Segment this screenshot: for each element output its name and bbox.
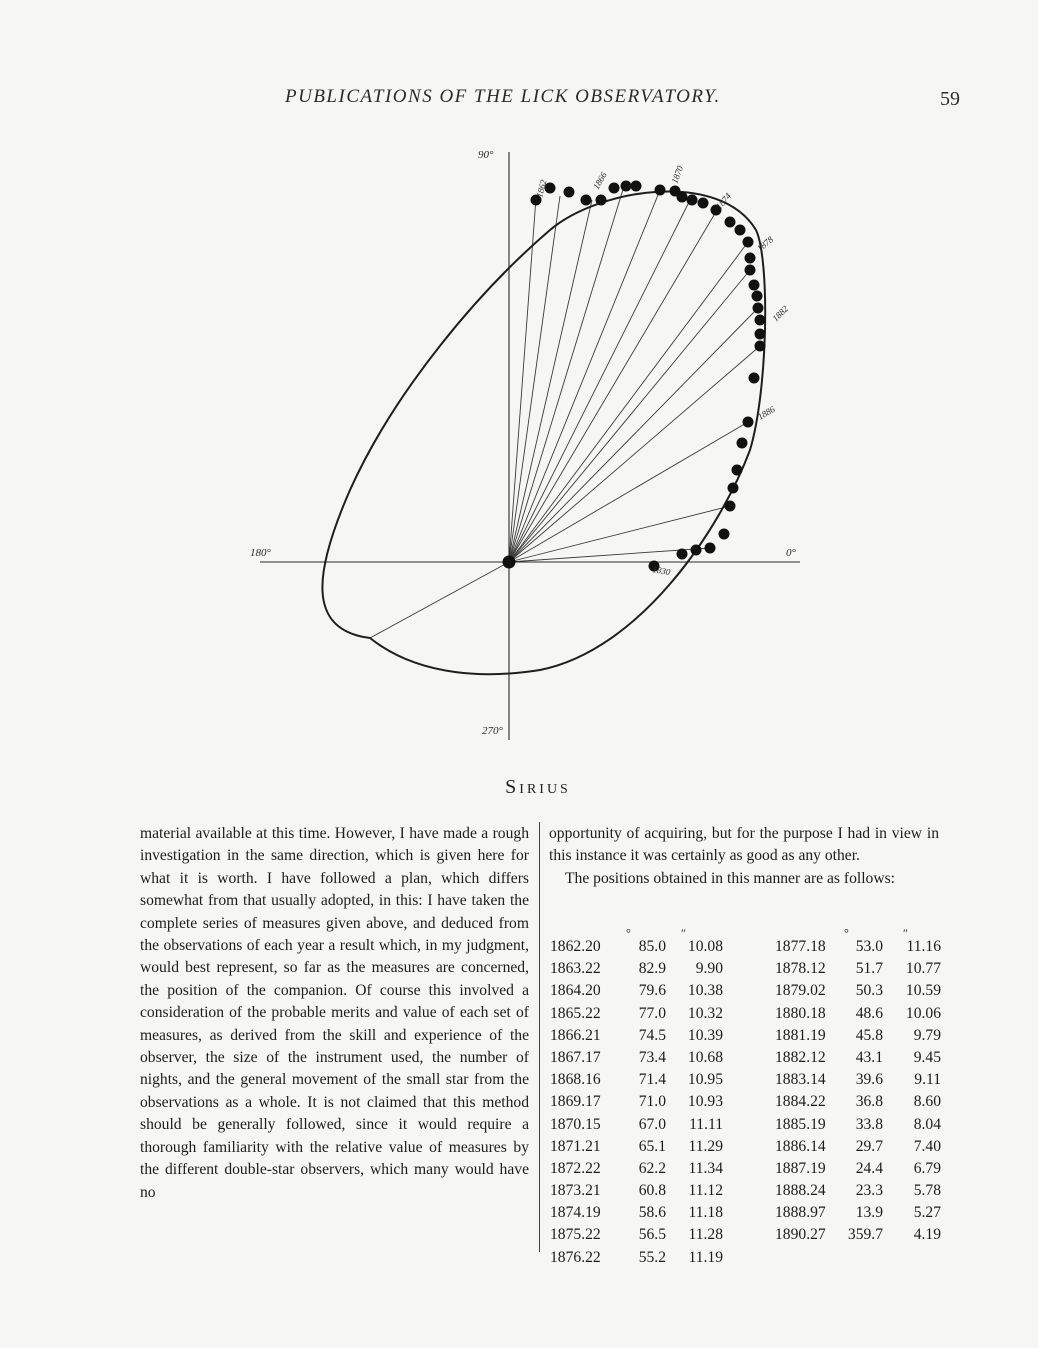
distance-cell: 6.79 — [913, 1159, 941, 1177]
position-angle-cell: 77.0 — [638, 1004, 666, 1022]
table-row — [775, 1136, 965, 1158]
position-angle-cell: 62.2 — [638, 1159, 666, 1177]
position-dot — [719, 529, 730, 540]
position-dot — [631, 181, 642, 192]
epoch-cell: 1870.15 — [550, 1115, 601, 1133]
table-row — [775, 1114, 965, 1136]
table-row — [550, 958, 750, 980]
paragraph-opportunity: opportunity of acquiring, but for the purpose I had in view in this instance it was certainly as good as any other. — [549, 825, 939, 865]
position-angle-cell: 71.0 — [638, 1093, 666, 1111]
epoch-cell: 1879.02 — [775, 982, 826, 1000]
position-dot — [677, 549, 688, 560]
distance-cell: 10.68 — [687, 1048, 723, 1066]
distance-cell: 11.12 — [688, 1182, 723, 1200]
radius-line — [370, 562, 509, 638]
distance-cell: 9.90 — [695, 960, 723, 978]
distance-cell: 9.79 — [913, 1026, 941, 1044]
position-angle-cell: 48.6 — [855, 1004, 883, 1022]
unit-degree-left: ° — [626, 926, 631, 940]
radius-line — [509, 186, 624, 562]
position-angle-cell: 74.5 — [638, 1026, 666, 1044]
distance-cell: 10.39 — [687, 1026, 723, 1044]
position-dot — [752, 291, 763, 302]
distance-cell: 4.19 — [913, 1226, 941, 1244]
radius-line — [509, 270, 750, 562]
position-angle-cell: 13.9 — [855, 1204, 883, 1222]
left-column-text: material available at this time. However, I have made a rough investigation in the same direction, which is given here for what it is worth. I have followed a plan, which differs somewhat from that usually adopted, in this: I have taken the complete series of measures given above, and deduced from the observations of each year a result which, in my judgment, would best represent, so far as the measures are concerned, the position of the companion. Of course this involved a consideration of the probable merits and value of each set of measures, as derived from the skill and experience of the observer, the size of the instrument used, the number of nights, and the general movement of the small star from the observations as a whole. It is not claimed that this method should be generally followed, since it would require a thorough familiarity with the relative value of measures by the different double-star observers, which many would have no — [140, 825, 529, 1201]
paragraph-positions: The positions obtained in this manner are as follows: — [565, 869, 896, 887]
radius-line — [509, 200, 690, 562]
position-dot — [728, 483, 739, 494]
position-angle-cell: 79.6 — [638, 982, 666, 1000]
unit-second-right: ″ — [903, 926, 908, 940]
table-row — [550, 1158, 750, 1180]
position-angle-cell: 36.8 — [855, 1093, 883, 1111]
position-dot — [755, 341, 766, 352]
position-dot — [732, 465, 743, 476]
table-row — [550, 1047, 750, 1069]
table-row — [775, 1202, 965, 1224]
epoch-cell: 1882.12 — [775, 1048, 826, 1066]
angle-label-0: 0° — [786, 547, 796, 559]
epoch-cell: 1864.20 — [550, 982, 601, 1000]
figure-caption: Sirius — [505, 776, 571, 798]
distance-cell: 11.18 — [688, 1204, 723, 1222]
table-row — [550, 936, 750, 958]
table-row — [775, 1224, 965, 1246]
position-angle-cell: 51.7 — [855, 960, 883, 978]
table-row — [775, 1091, 965, 1113]
epoch-cell: 1868.16 — [550, 1071, 601, 1089]
position-angle-cell: 73.4 — [638, 1048, 666, 1066]
table-row — [775, 1047, 965, 1069]
epoch-cell: 1890.27 — [775, 1226, 826, 1244]
epoch-cell: 1867.17 — [550, 1048, 601, 1066]
position-angle-cell: 29.7 — [855, 1137, 883, 1155]
position-dot — [621, 181, 632, 192]
position-dot — [691, 545, 702, 556]
positions-table-left — [550, 936, 750, 1269]
table-row — [775, 958, 965, 980]
page-number: 59 — [940, 88, 960, 110]
distance-cell: 5.27 — [913, 1204, 941, 1222]
year-label-1866: 1866 — [591, 170, 609, 191]
epoch-cell: 1874.19 — [550, 1204, 601, 1222]
column-divider — [539, 822, 540, 1252]
radius-line — [509, 196, 560, 562]
position-dot — [745, 265, 756, 276]
distance-cell: 10.32 — [687, 1004, 723, 1022]
table-row — [550, 1180, 750, 1202]
epoch-cell: 1880.18 — [775, 1004, 826, 1022]
angle-label-90: 90° — [478, 149, 494, 161]
position-dot — [698, 198, 709, 209]
epoch-cell: 1881.19 — [775, 1026, 826, 1044]
table-row — [550, 1136, 750, 1158]
position-dot — [564, 187, 575, 198]
distance-cell: 10.38 — [687, 982, 723, 1000]
epoch-cell: 1866.21 — [550, 1026, 601, 1044]
epoch-cell: 1876.22 — [550, 1248, 601, 1266]
epoch-cell: 1862.20 — [550, 938, 601, 955]
epoch-cell: 1873.21 — [550, 1182, 601, 1200]
position-dot — [596, 195, 607, 206]
position-angle-cell: 60.8 — [638, 1182, 666, 1200]
radius-line — [509, 422, 748, 562]
year-label-1882: 1882 — [770, 303, 791, 324]
position-angle-cell: 39.6 — [855, 1071, 883, 1089]
table-row — [550, 980, 750, 1002]
positions-table-right — [775, 936, 965, 1247]
distance-cell: 10.06 — [905, 1004, 941, 1022]
year-label-1862: 1862 — [534, 178, 549, 199]
unit-second-left: ″ — [681, 926, 686, 940]
epoch-cell: 1883.14 — [775, 1071, 826, 1089]
epoch-cell: 1869.17 — [550, 1093, 601, 1111]
year-label-1886: 1886 — [756, 404, 777, 422]
epoch-cell: 1888.24 — [775, 1182, 826, 1200]
position-dot — [725, 501, 736, 512]
epoch-cell: 1877.18 — [775, 938, 826, 955]
table-row — [775, 980, 965, 1002]
distance-cell: 11.34 — [688, 1159, 723, 1177]
distance-cell: 11.28 — [688, 1226, 723, 1244]
table-row — [550, 1114, 750, 1136]
table-row — [775, 1158, 965, 1180]
position-dot — [687, 195, 698, 206]
radius-line — [509, 308, 758, 562]
distance-cell: 11.29 — [688, 1137, 723, 1155]
position-angle-cell: 53.0 — [855, 938, 883, 955]
distance-cell: 10.93 — [687, 1093, 723, 1111]
table-row — [550, 1091, 750, 1113]
position-dot — [745, 253, 756, 264]
angle-label-180: 180° — [250, 547, 271, 559]
epoch-cell: 1887.19 — [775, 1159, 826, 1177]
position-dot — [705, 543, 716, 554]
position-angle-cell: 43.1 — [855, 1048, 883, 1066]
distance-cell: 9.11 — [914, 1071, 941, 1089]
angle-label-270: 270° — [482, 725, 503, 737]
distance-cell: 10.59 — [905, 982, 941, 1000]
distance-cell: 10.77 — [905, 960, 941, 978]
position-dot — [753, 303, 764, 314]
epoch-cell: 1865.22 — [550, 1004, 601, 1022]
epoch-cell: 1886.14 — [775, 1137, 826, 1155]
position-dot — [755, 329, 766, 340]
table-row — [775, 1180, 965, 1202]
table-row — [550, 1224, 750, 1246]
distance-cell: 10.08 — [687, 938, 723, 955]
radius-line — [509, 242, 748, 562]
unit-degree-right: ° — [844, 926, 849, 940]
radius-lines — [370, 186, 760, 638]
distance-cell: 5.78 — [913, 1182, 941, 1200]
table-row — [775, 936, 965, 958]
year-label-1830: 1830 — [651, 564, 672, 578]
year-label-1878: 1878 — [754, 234, 776, 254]
table-row — [775, 1069, 965, 1091]
primary-star — [503, 556, 516, 569]
radius-line — [509, 210, 717, 562]
position-dot — [737, 438, 748, 449]
distance-cell: 10.95 — [687, 1071, 723, 1089]
year-label-1870: 1870 — [669, 164, 686, 185]
position-dot — [749, 373, 760, 384]
epoch-cell: 1885.19 — [775, 1115, 826, 1133]
year-label-1874: 1874 — [713, 191, 734, 212]
distance-cell: 8.04 — [913, 1115, 941, 1133]
orbit-diagram — [220, 130, 796, 760]
position-dot — [655, 185, 666, 196]
position-angle-cell: 24.4 — [855, 1159, 883, 1177]
position-angle-cell: 58.6 — [638, 1204, 666, 1222]
position-angle-cell: 85.0 — [638, 938, 666, 955]
table-row — [550, 1003, 750, 1025]
table-row — [775, 1025, 965, 1047]
epoch-cell: 1888.97 — [775, 1204, 826, 1222]
position-angle-cell: 359.7 — [847, 1226, 883, 1244]
position-angle-cell: 82.9 — [638, 960, 666, 978]
position-angle-cell: 56.5 — [638, 1226, 666, 1244]
position-angle-cell: 65.1 — [638, 1137, 666, 1155]
radius-line — [509, 198, 536, 562]
epoch-cell: 1871.21 — [550, 1137, 601, 1155]
position-angle-cell: 71.4 — [638, 1071, 666, 1089]
radius-line — [509, 200, 592, 562]
table-row — [550, 1025, 750, 1047]
position-dot — [581, 195, 592, 206]
epoch-cell: 1884.22 — [775, 1093, 826, 1111]
running-header: PUBLICATIONS OF THE LICK OBSERVATORY. — [285, 86, 721, 107]
position-dot — [609, 183, 620, 194]
position-angle-cell: 67.0 — [638, 1115, 666, 1133]
position-dot — [749, 280, 760, 291]
epoch-cell: 1872.22 — [550, 1159, 601, 1177]
distance-cell: 9.45 — [913, 1048, 941, 1066]
position-dot — [743, 417, 754, 428]
table-row — [550, 1202, 750, 1224]
position-dot — [735, 225, 746, 236]
distance-cell: 11.16 — [906, 938, 941, 955]
position-dot — [677, 192, 688, 203]
position-angle-cell: 50.3 — [855, 982, 883, 1000]
orbit-ellipse — [322, 191, 765, 674]
distance-cell: 11.19 — [688, 1248, 723, 1266]
epoch-cell: 1875.22 — [550, 1226, 601, 1244]
distance-cell: 11.11 — [689, 1115, 723, 1133]
position-angle-cell: 23.3 — [855, 1182, 883, 1200]
epoch-cell: 1878.12 — [775, 960, 826, 978]
table-row — [775, 1003, 965, 1025]
distance-cell: 8.60 — [913, 1093, 941, 1111]
position-dot — [725, 217, 736, 228]
distance-cell: 7.40 — [913, 1137, 941, 1155]
position-dot — [755, 315, 766, 326]
right-column-text — [549, 823, 939, 890]
position-angle-cell: 45.8 — [855, 1026, 883, 1044]
table-row — [550, 1247, 750, 1269]
position-angle-cell: 33.8 — [855, 1115, 883, 1133]
epoch-cell: 1863.22 — [550, 960, 601, 978]
position-angle-cell: 55.2 — [638, 1248, 666, 1266]
table-row — [550, 1069, 750, 1091]
position-dot — [743, 237, 754, 248]
